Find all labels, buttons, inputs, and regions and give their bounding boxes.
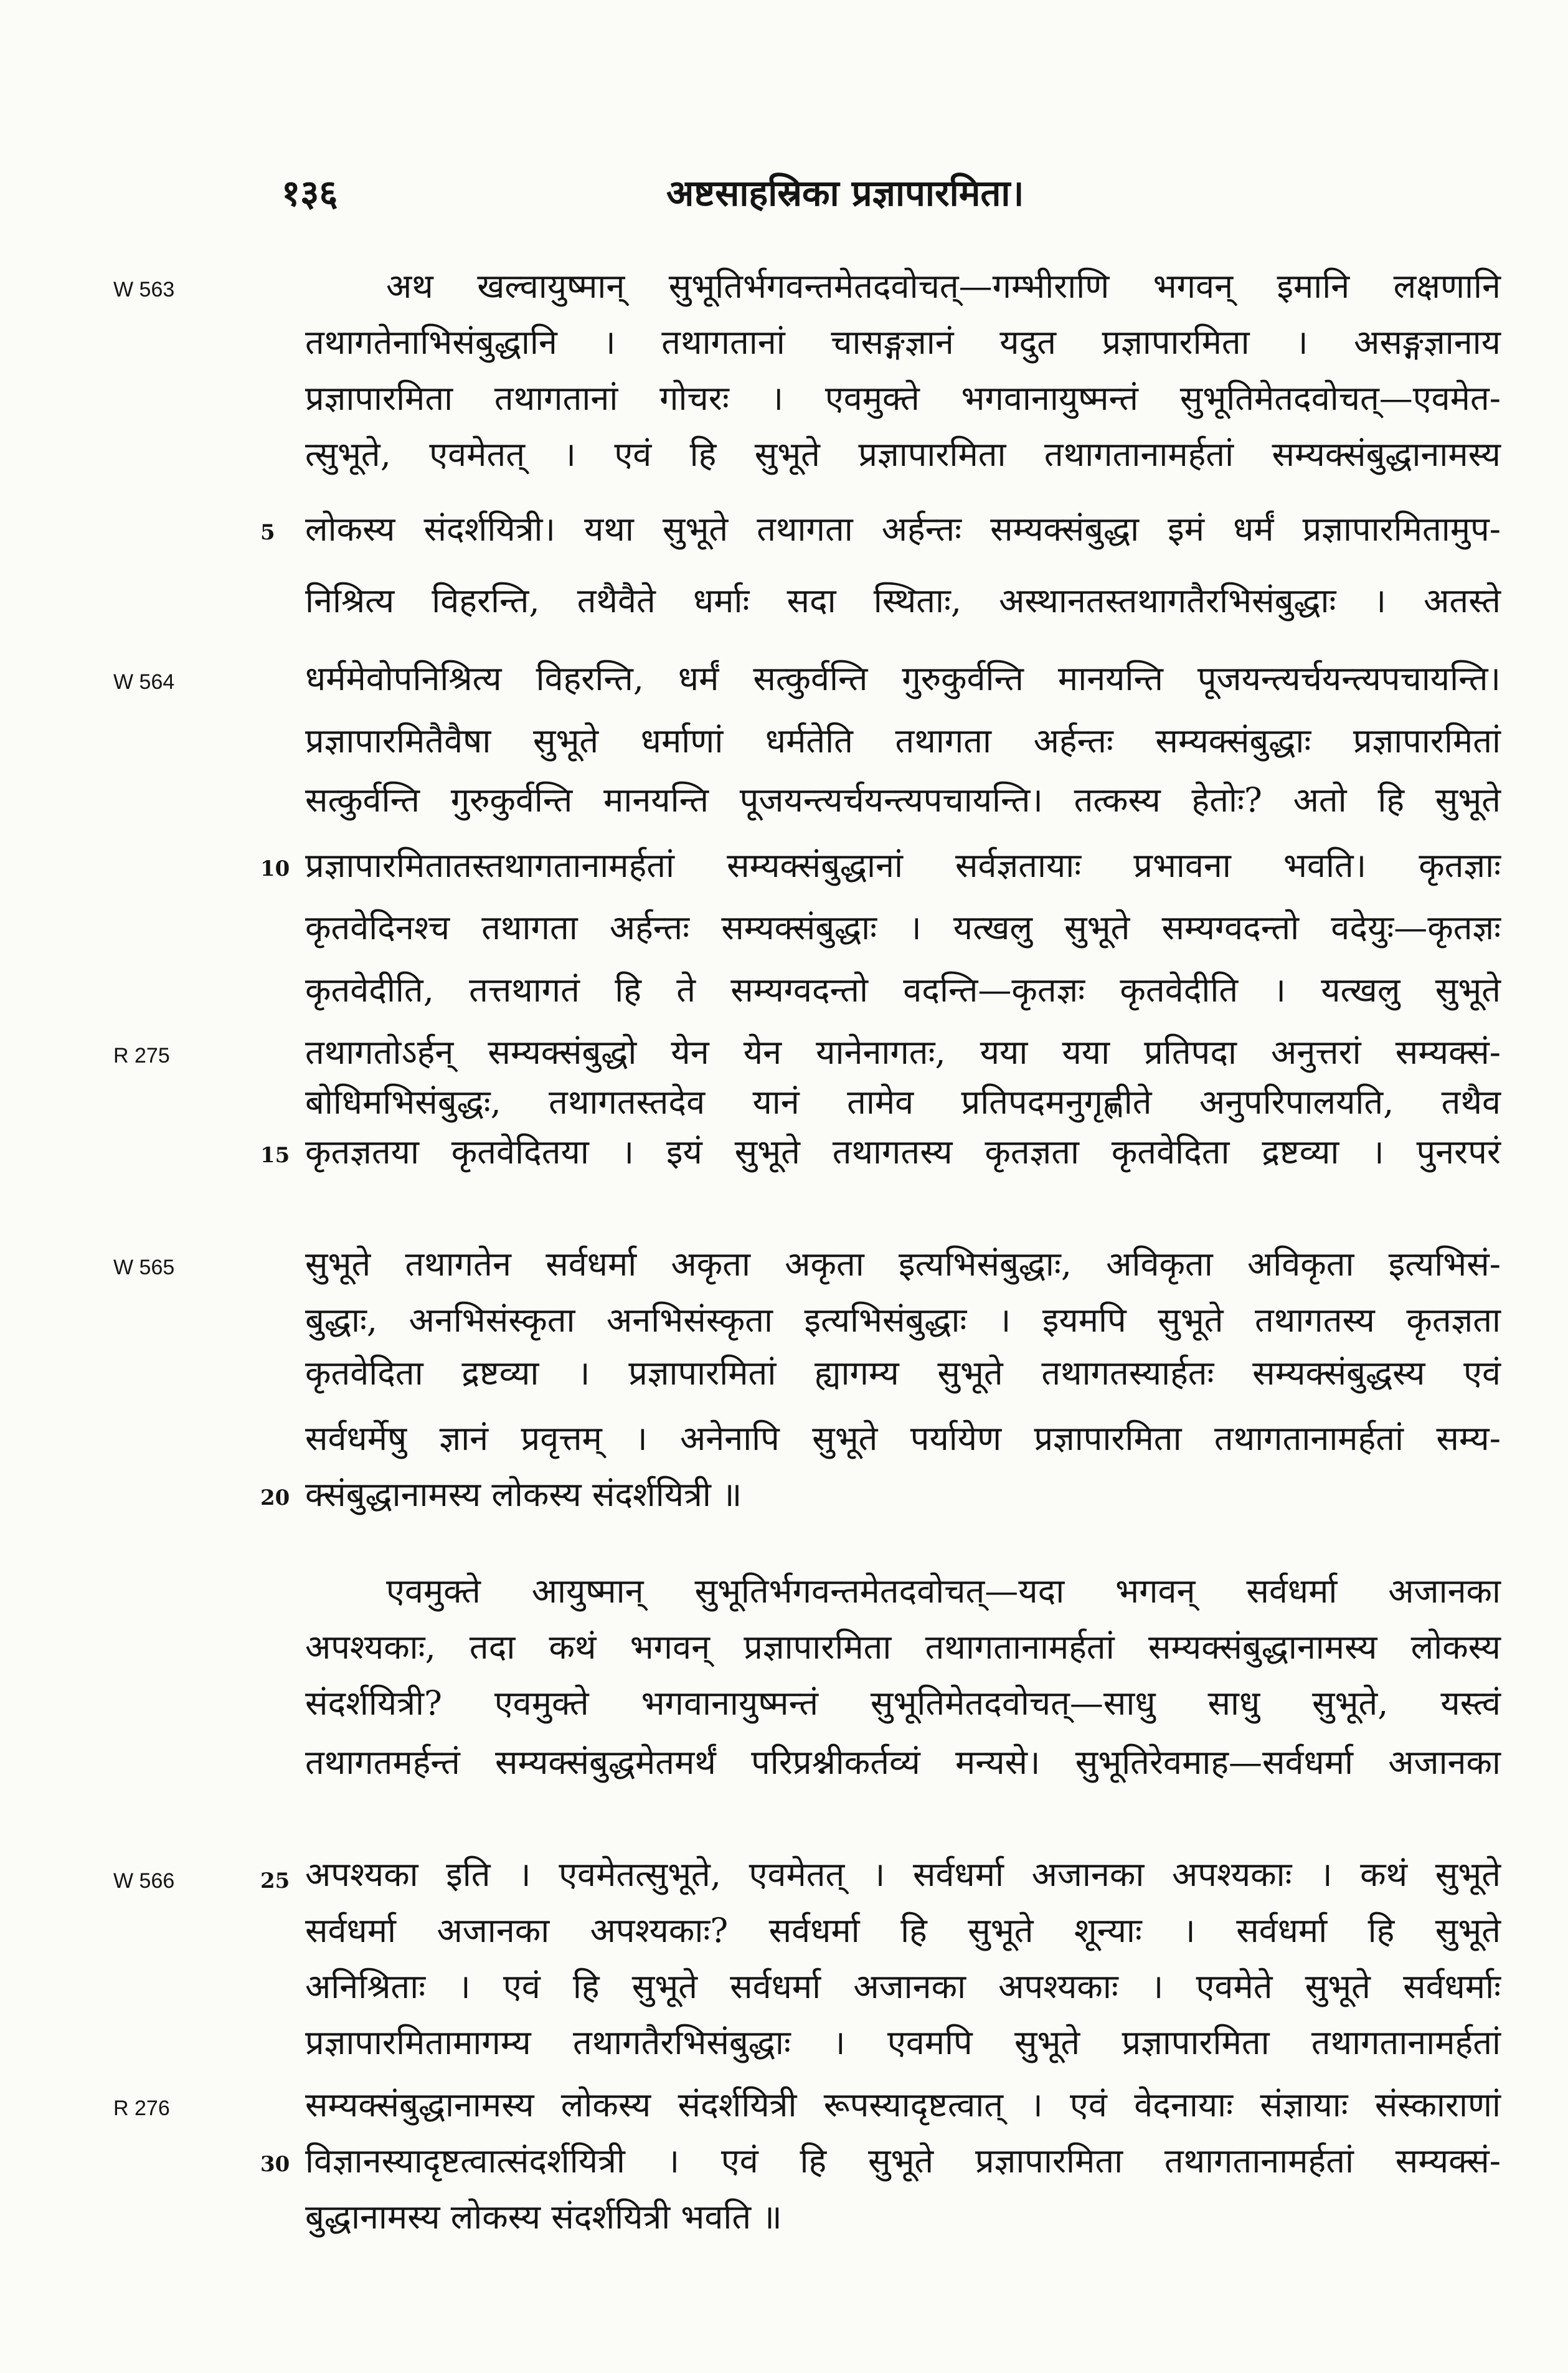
text-line: क्संबुद्धानामस्य लोकस्य संदर्शयित्री ॥ xyxy=(305,1475,742,1514)
text-line: कृतवेदीति, तत्तथागतं हि ते सम्यग्वदन्तो वदन्ति—कृतज्ञः कृतवेदीति । यत्खलु सुभूते xyxy=(305,970,1501,1010)
text-line: सम्यक्संबुद्धानामस्य लोकस्य संदर्शयित्री रूपस्यादृष्टत्वात् । एवं वेदनायाः संज्ञायाः संस्काराणां xyxy=(305,2085,1501,2124)
page-number: १३६ xyxy=(281,172,338,214)
text-line: प्रज्ञापारमितातस्तथागतानामर्हतां सम्यक्संबुद्धानां सर्वज्ञतायाः प्रभावना भवति। कृतज्ञाः xyxy=(305,846,1501,885)
text-line: एवमुक्ते आयुष्मान् सुभूतिर्भगवन्तमेतदवोचत्—यदा भगवन् सर्वधर्मा अजानका xyxy=(386,1571,1501,1611)
margin-ref-w566: W 566 xyxy=(113,1869,175,1893)
margin-ref-w563: W 563 xyxy=(113,278,175,301)
text-line: अपश्यकाः, तदा कथं भगवन् प्रज्ञापारमिता तथागतानामर्हतां सम्यक्संबुद्धानामस्य लोकस्य xyxy=(305,1627,1501,1667)
margin-ref-r275: R 275 xyxy=(113,1044,170,1068)
line-number-5: 5 xyxy=(260,520,275,545)
margin-ref-w564: W 564 xyxy=(113,670,175,694)
text-line: कृतवेदिनश्च तथागता अर्हन्तः सम्यक्संबुद्धाः । यत्खलु सुभूते सम्यग्वदन्तो वदेयुः—कृतज्ञः xyxy=(305,908,1501,947)
text-line: सत्कुर्वन्ति गुरुकुर्वन्ति मानयन्ति पूजयन्त्यर्चयन्त्यपचायन्ति। तत्कस्य हेतोः? अतो हि सुभूते xyxy=(305,780,1501,820)
line-number-15: 15 xyxy=(260,1143,290,1168)
text-line: सर्वधर्मेषु ज्ञानं प्रवृत्तम् । अनेनापि सुभूते पर्यायेण प्रज्ञापारमिता तथागतानामर्हतां सम्य- xyxy=(305,1419,1501,1458)
text-line: धर्ममेवोपनिश्रित्य विहरन्ति, धर्मं सत्कुर्वन्ति गुरुकुर्वन्ति मानयन्ति पूजयन्त्यर्चयन्त्यपचायन्ति। xyxy=(305,659,1501,698)
text-line: लोकस्य संदर्शयित्री। यथा सुभूते तथागता अर्हन्तः सम्यक्संबुद्धा इमं धर्मं प्रज्ञापारमितामुप- xyxy=(305,509,1501,549)
text-line: अपश्यका इति । एवमेतत्सुभूते, एवमेतत् । सर्वधर्मा अजानका अपश्यकाः । कथं सुभूते xyxy=(305,1855,1501,1894)
text-line: त्सुभूते, एवमेतत् । एवं हि सुभूते प्रज्ञापारमिता तथागतानामर्हतां सम्यक्संबुद्धानामस्य xyxy=(305,435,1501,474)
page-header xyxy=(0,167,1568,223)
text-line: संदर्शयित्री? एवमुक्ते भगवानायुष्मन्तं सुभूतिमेतदवोचत्—साधु साधु सुभूते, यस्त्वं xyxy=(305,1684,1501,1723)
line-number-30: 30 xyxy=(260,2152,290,2177)
running-title: अष्टसाहस्रिका प्रज्ञापारमिता। xyxy=(666,172,1024,214)
text-line: तथागतेनाभिसंबुद्धानि । तथागतानां चासङ्गज्ञानं यदुत प्रज्ञापारमिता । असङ्गज्ञानाय xyxy=(305,323,1501,362)
line-number-20: 20 xyxy=(260,1485,290,1510)
line-number-25: 25 xyxy=(260,1869,290,1893)
text-line: विज्ञानस्यादृष्टत्वात्संदर्शयित्री । एवं हि सुभूते प्रज्ञापारमिता तथागतानामर्हतां सम्यक्सं- xyxy=(305,2141,1501,2181)
margin-ref-w565: W 565 xyxy=(113,1256,175,1279)
text-line: कृतज्ञतया कृतवेदितया । इयं सुभूते तथागतस्य कृतज्ञता कृतवेदिता द्रष्टव्या । पुनरपरं xyxy=(305,1132,1501,1172)
text-line: बोधिमभिसंबुद्धः, तथागतस्तदेव यानं तामेव प्रतिपदमनुगृह्णीते अनुपरिपालयति, तथैव xyxy=(305,1082,1501,1122)
text-line: बुद्धानामस्य लोकस्य संदर्शयित्री भवति ॥ xyxy=(305,2197,782,2237)
text-line: सुभूते तथागतेन सर्वधर्मा अकृता अकृता इत्यभिसंबुद्धाः, अविकृता अविकृता इत्यभिसं- xyxy=(305,1244,1501,1284)
text-line: प्रज्ञापारमिता तथागतानां गोचरः । एवमुक्ते भगवानायुष्मन्तं सुभूतिमेतदवोचत्—एवमेत- xyxy=(305,379,1501,418)
text-line: अथ खल्वायुष्मान् सुभूतिर्भगवन्तमेतदवोचत्—गम्भीराणि भगवन् इमानि लक्षणानि xyxy=(386,267,1501,306)
line-number-10: 10 xyxy=(260,856,290,881)
text-line: प्रज्ञापारमितामागम्य तथागतैरभिसंबुद्धाः । एवमपि सुभूते प्रज्ञापारमिता तथागतानामर्हतां xyxy=(305,2023,1501,2062)
text-line: निश्रित्य विहरन्ति, तथैवैते धर्माः सदा स्थिताः, अस्थानतस्तथागतैरभिसंबुद्धाः । अतस्ते xyxy=(305,581,1501,620)
text-line: तथागतमर्हन्तं सम्यक्संबुद्धमेतमर्थं परिप्रश्नीकर्तव्यं मन्यसे। सुभूतिरेवमाह—सर्वधर्मा अजानका xyxy=(305,1743,1501,1782)
text-line: बुद्धाः, अनभिसंस्कृता अनभिसंस्कृता इत्यभिसंबुद्धाः । इयमपि सुभूते तथागतस्य कृतज्ञता xyxy=(305,1300,1501,1340)
text-line: सर्वधर्मा अजानका अपश्यकाः? सर्वधर्मा हि सुभूते शून्याः । सर्वधर्मा हि सुभूते xyxy=(305,1911,1501,1950)
text-line: कृतवेदिता द्रष्टव्या । प्रज्ञापारमितां ह्यागम्य सुभूते तथागतस्यार्हतः सम्यक्संबुद्धस्य एवं xyxy=(305,1353,1501,1393)
text-line: तथागतोऽर्हन् सम्यक्संबुद्धो येन येन यानेनागतः, यया यया प्रतिपदा अनुत्तरां सम्यक्सं- xyxy=(305,1033,1501,1072)
text-line: प्रज्ञापारमितैवैषा सुभूते धर्माणां धर्मतेति तथागता अर्हन्तः सम्यक्संबुद्धाः प्रज्ञापारमितां xyxy=(305,721,1501,760)
margin-ref-r276: R 276 xyxy=(113,2096,170,2120)
text-line: अनिश्रिताः । एवं हि सुभूते सर्वधर्मा अजानका अपश्यकाः । एवमेते सुभूते सर्वधर्माः xyxy=(305,1967,1501,2006)
